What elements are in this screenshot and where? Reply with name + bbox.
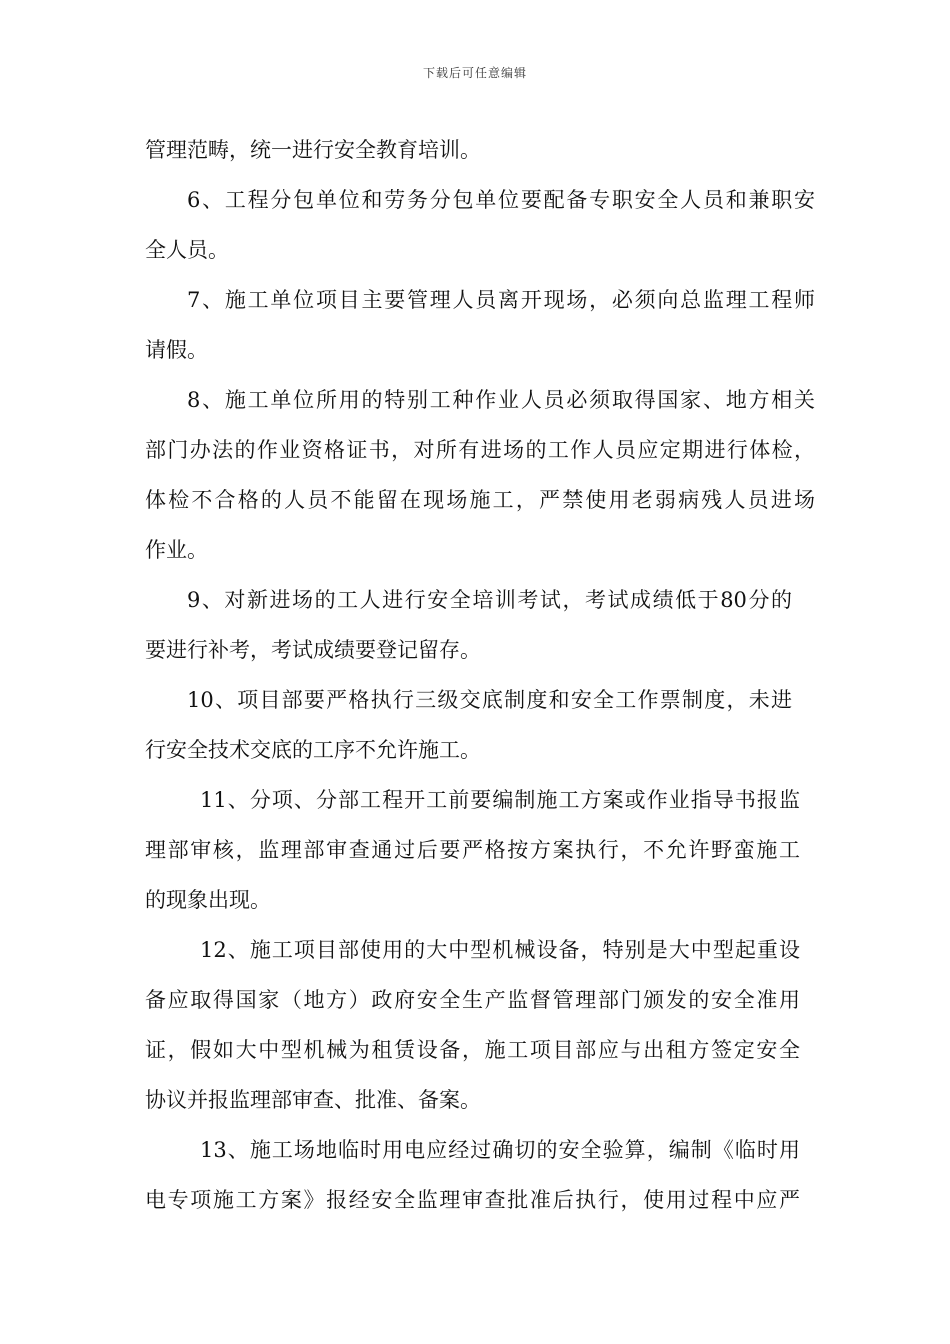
text-line: 行安全技术交底的工序不允许施工。 bbox=[145, 738, 481, 762]
text-line: 9、对新进场的工人进行安全培训考试，考试成绩低于80分的 bbox=[187, 588, 792, 612]
text-line: 备应取得国家（地方）政府安全生产监督管理部门颁发的安全准用 bbox=[145, 988, 800, 1012]
text-line: 理部审核，监理部审查通过后要严格按方案执行，不允许野蛮施工 bbox=[145, 838, 800, 862]
text-line: 11、分项、分部工程开工前要编制施工方案或作业指导书报监 bbox=[200, 788, 800, 812]
text-line: 的现象出现。 bbox=[145, 888, 271, 912]
text-line: 证，假如大中型机械为租赁设备，施工项目部应与出租方签定安全 bbox=[145, 1038, 800, 1062]
text-line: 6、工程分包单位和劳务分包单位要配备专职安全人员和兼职安 bbox=[187, 188, 815, 212]
page-header: 下载后可任意编辑 bbox=[422, 66, 527, 80]
text-line: 全人员。 bbox=[145, 238, 229, 262]
text-line: 请假。 bbox=[145, 338, 208, 362]
text-line: 要进行补考，考试成绩要登记留存。 bbox=[145, 638, 481, 662]
text-line: 管理范畴，统一进行安全教育培训。 bbox=[145, 138, 481, 162]
text-line: 10、项目部要严格执行三级交底制度和安全工作票制度，未进 bbox=[187, 688, 792, 712]
text-line: 7、施工单位项目主要管理人员离开现场，必须向总监理工程师 bbox=[187, 288, 815, 312]
text-line: 部门办法的作业资格证书，对所有进场的工作人员应定期进行体检， bbox=[145, 438, 815, 462]
text-line: 作业。 bbox=[145, 538, 208, 562]
text-line: 协议并报监理部审查、批准、备案。 bbox=[145, 1088, 481, 1112]
text-line: 体检不合格的人员不能留在现场施工，严禁使用老弱病残人员进场 bbox=[145, 488, 815, 512]
text-line: 12、施工项目部使用的大中型机械设备，特别是大中型起重设 bbox=[200, 938, 800, 962]
text-line: 8、施工单位所用的特别工种作业人员必须取得国家、地方相关 bbox=[187, 388, 815, 412]
text-line: 13、施工场地临时用电应经过确切的安全验算，编制《临时用 bbox=[200, 1138, 800, 1162]
text-line: 电专项施工方案》报经安全监理审查批准后执行，使用过程中应严 bbox=[145, 1188, 800, 1212]
